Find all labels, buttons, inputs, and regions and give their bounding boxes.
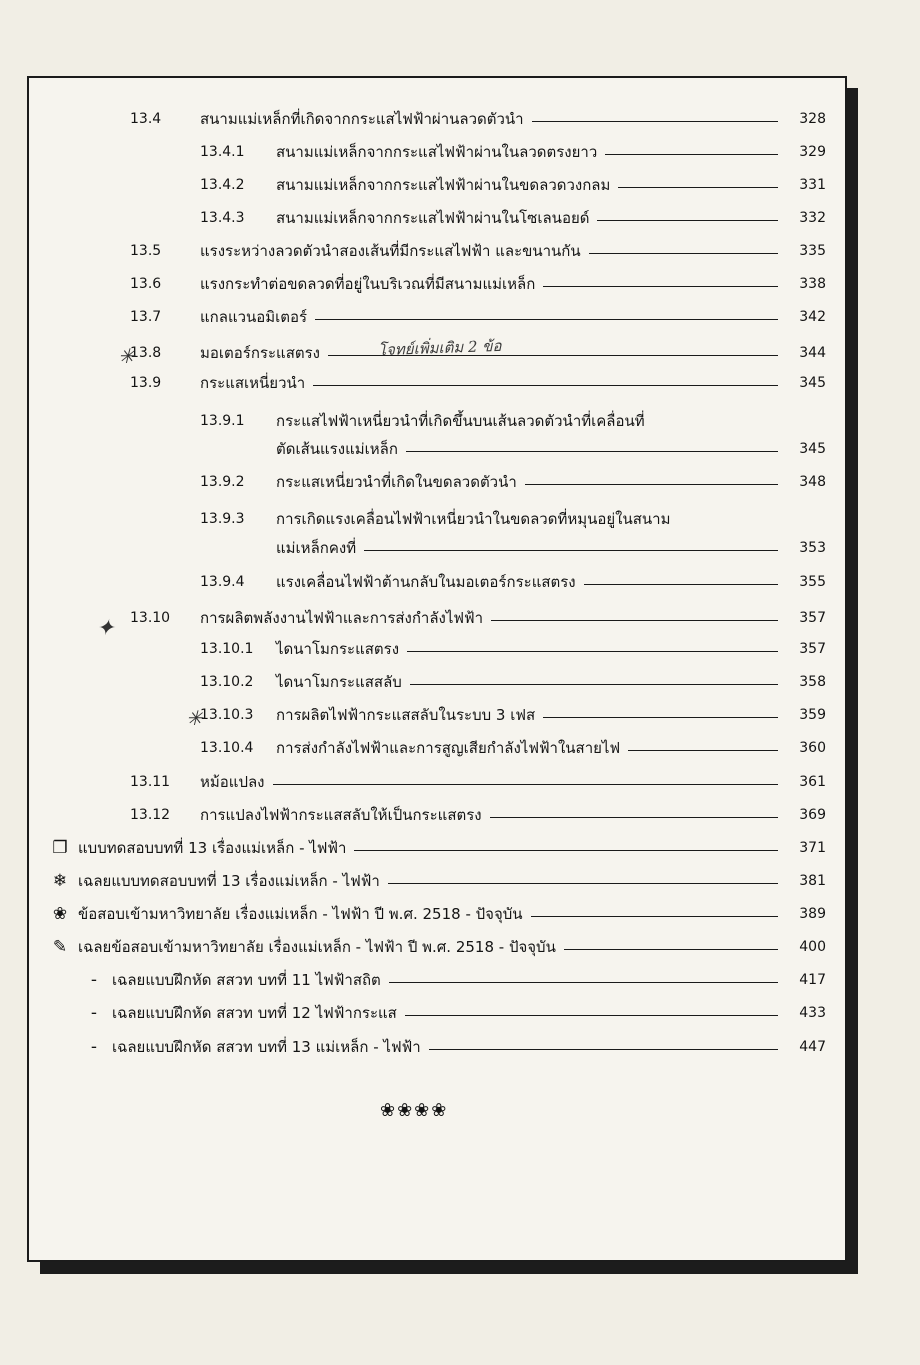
page-number: 381 [799,873,826,889]
page-number: 447 [799,1039,826,1055]
toc-row [0,434,920,464]
appendix-row [0,833,920,863]
page-number: 358 [799,674,826,690]
scribble-mark-icon: ✦ [96,616,115,641]
appendix-title: เฉลยข้อสอบเข้ามหาวิทยาลัย เรื่องแม่เหล็ก - ไฟฟ้า ปี พ.ศ. 2518 - ปัจจุบัน [78,938,556,956]
toc-row [0,504,920,534]
toc-title: แรงเคลื่อนไฟฟ้าต้านกลับในมอเตอร์กระแสตรง [276,573,576,591]
toc-number: 13.4.3 [200,210,245,226]
toc-title: การแปลงไฟฟ้ากระแสสลับให้เป็นกระแสตรง [200,806,482,824]
appendix-row [0,932,920,962]
page-number: 360 [799,740,826,756]
dash-icon: - [90,1003,98,1023]
page-number: 342 [799,309,826,325]
leader-line [389,982,778,983]
toc-number: 13.5 [130,243,162,259]
leader-line [405,1015,778,1016]
toc-title: ไดนาโมกระแสตรง [276,640,400,658]
toc-row [0,137,920,167]
page-number: 332 [799,210,826,226]
toc-number: 13.4.1 [200,144,245,160]
toc-title: สนามแม่เหล็กจากกระแสไฟฟ้าผ่านในโซเลนอยด์ [276,209,590,227]
toc-title: ไดนาโมกระแสสลับ [276,673,402,691]
page-number: 335 [799,243,826,259]
toc-number: 13.10.1 [200,641,254,657]
toc-number: 13.11 [130,774,171,790]
toc-number: 13.9 [130,375,162,391]
toc-row [0,104,920,134]
toc-title: แกลแวนอมิเตอร์ [200,308,308,326]
toc-row [0,302,920,332]
appendix-row [0,998,920,1028]
toc-title: การส่งกำลังไฟฟ้าและการสูญเสียกำลังไฟฟ้าในสายไฟ [276,739,621,757]
toc-row [0,170,920,200]
leader-line [315,319,778,320]
leader-line [589,253,778,254]
toc-title: มอเตอร์กระแสตรง [200,344,320,362]
appendix-row [0,866,920,896]
page-number: 331 [799,177,826,193]
toc-number: 13.7 [130,309,162,325]
toc-title: สนามแม่เหล็กจากกระแสไฟฟ้าผ่านในลวดตรงยาว [276,143,598,161]
leader-line [364,550,778,551]
toc-title: การเกิดแรงเคลื่อนไฟฟ้าเหนี่ยวนำในขดลวดที่หมุนอยู่ในสนาม [276,510,671,528]
asterisk-mark-icon: ✳ [186,706,203,730]
toc-number: 13.6 [130,276,162,292]
toc-number: 13.12 [130,807,171,823]
snowflake-icon: ❄ [52,871,68,891]
appendix-title: เฉลยแบบทดสอบบทที่ 13 เรื่องแม่เหล็ก - ไฟฟ้า [78,872,380,890]
dash-icon: - [90,1037,98,1057]
appendix-title: เฉลยแบบฝึกหัด สสวท บทที่ 11 ไฟฟ้าสถิต [112,971,381,989]
toc-row [0,800,920,830]
leader-line [618,187,778,188]
page-number: 400 [799,939,826,955]
toc-number: 13.9.2 [200,474,245,490]
toc-title: ตัดเส้นแรงแม่เหล็ก [276,440,398,458]
page-number: 361 [799,774,826,790]
leader-line [532,121,778,122]
page-number: 359 [799,707,826,723]
toc-number: 13.8 [130,345,162,361]
toc-row [0,533,920,563]
toc-title: หม้อแปลง [200,773,265,791]
toc-row [0,467,920,497]
dash-icon: - [90,970,98,990]
page-number: 417 [799,972,826,988]
page-number: 357 [799,641,826,657]
page-number: 371 [799,840,826,856]
leader-line [543,717,778,718]
page-number: 345 [799,441,826,457]
toc-row [0,603,920,633]
toc-row [0,767,920,797]
footer-ornament: ❀❀❀❀ [380,1100,449,1121]
leader-line [584,584,778,585]
leader-line [543,286,778,287]
leader-line [354,850,778,851]
appendix-title: แบบทดสอบบทที่ 13 เรื่องแม่เหล็ก - ไฟฟ้า [78,839,347,857]
leader-line [273,784,779,785]
flower-icon: ❀ [52,904,68,924]
toc-number: 13.10.2 [200,674,254,690]
appendix-title: เฉลยแบบฝึกหัด สสวท บทที่ 13 แม่เหล็ก - ไฟฟ้า [112,1038,421,1056]
toc-row [0,700,920,730]
toc-title: แรงระหว่างลวดตัวนำสองเส้นที่มีกระแสไฟฟ้า และขนานกัน [200,242,581,260]
toc-row [0,567,920,597]
appendix-title: ข้อสอบเข้ามหาวิทยาลัย เรื่องแม่เหล็ก - ไฟฟ้า ปี พ.ศ. 2518 - ปัจจุบัน [78,905,523,923]
leader-line [491,620,778,621]
toc-title: กระแสเหนี่ยวนำ [200,374,306,392]
leader-line [490,817,778,818]
page-number: 348 [799,474,826,490]
toc-number: 13.9.3 [200,511,245,527]
toc-title: แม่เหล็กคงที่ [276,539,357,557]
page-number: 433 [799,1005,826,1021]
leader-line [388,883,778,884]
toc-title: สนามแม่เหล็กที่เกิดจากกระแสไฟฟ้าผ่านลวดตัวนำ [200,110,524,128]
toc-title: สนามแม่เหล็กจากกระแสไฟฟ้าผ่านในขดลวดวงกลม [276,176,611,194]
toc-title: แรงกระทำต่อขดลวดที่อยู่ในบริเวณที่มีสนามแม่เหล็ก [200,275,536,293]
toc-number: 13.4.2 [200,177,245,193]
appendix-row [0,899,920,929]
leader-line [597,220,778,221]
toc-row [0,634,920,664]
leader-line [564,949,778,950]
page-number: 344 [799,345,826,361]
page-number: 369 [799,807,826,823]
pencil-icon: ✎ [52,937,68,957]
toc-row [0,667,920,697]
page-number: 353 [799,540,826,556]
square-box-icon: ❐ [52,838,68,858]
toc-number: 13.4 [130,111,162,127]
page-number: 329 [799,144,826,160]
page-number: 345 [799,375,826,391]
asterisk-mark-icon: ✳ [118,344,135,368]
leader-line [531,916,778,917]
leader-line [410,684,778,685]
appendix-row [0,965,920,995]
toc-row [0,368,920,398]
toc-title: กระแสไฟฟ้าเหนี่ยวนำที่เกิดขึ้นบนเส้นลวดตัวนำที่เคลื่อนที่ [276,412,645,430]
appendix-title: เฉลยแบบฝึกหัด สสวท บทที่ 12 ไฟฟ้ากระแส [112,1004,397,1022]
toc-title: การผลิตไฟฟ้ากระแสสลับในระบบ 3 เฟส [276,706,536,724]
toc-number: 13.10.3 [200,707,254,723]
page-number: 357 [799,610,826,626]
handwritten-note: โจทย์เพิ่มเติม 2 ข้อ [377,336,502,360]
leader-line [429,1049,778,1050]
toc-row [0,269,920,299]
toc-row [0,203,920,233]
toc-number: 13.9.4 [200,574,245,590]
toc-title: การผลิตพลังงานไฟฟ้าและการส่งกำลังไฟฟ้า [200,609,484,627]
appendix-row [0,1032,920,1062]
leader-line [525,484,778,485]
toc-title: กระแสเหนี่ยวนำที่เกิดในขดลวดตัวนำ [276,473,517,491]
toc-row [0,733,920,763]
toc-row [0,406,920,436]
toc-number: 13.10.4 [200,740,254,756]
toc-number: 13.10 [130,610,171,626]
toc-row [0,236,920,266]
page-number: 389 [799,906,826,922]
leader-line [628,750,778,751]
toc-number: 13.9.1 [200,413,245,429]
leader-line [605,154,778,155]
page-number: 328 [799,111,826,127]
page-number: 338 [799,276,826,292]
leader-line [407,651,778,652]
page-number: 355 [799,574,826,590]
leader-line [313,385,778,386]
leader-line [406,451,778,452]
